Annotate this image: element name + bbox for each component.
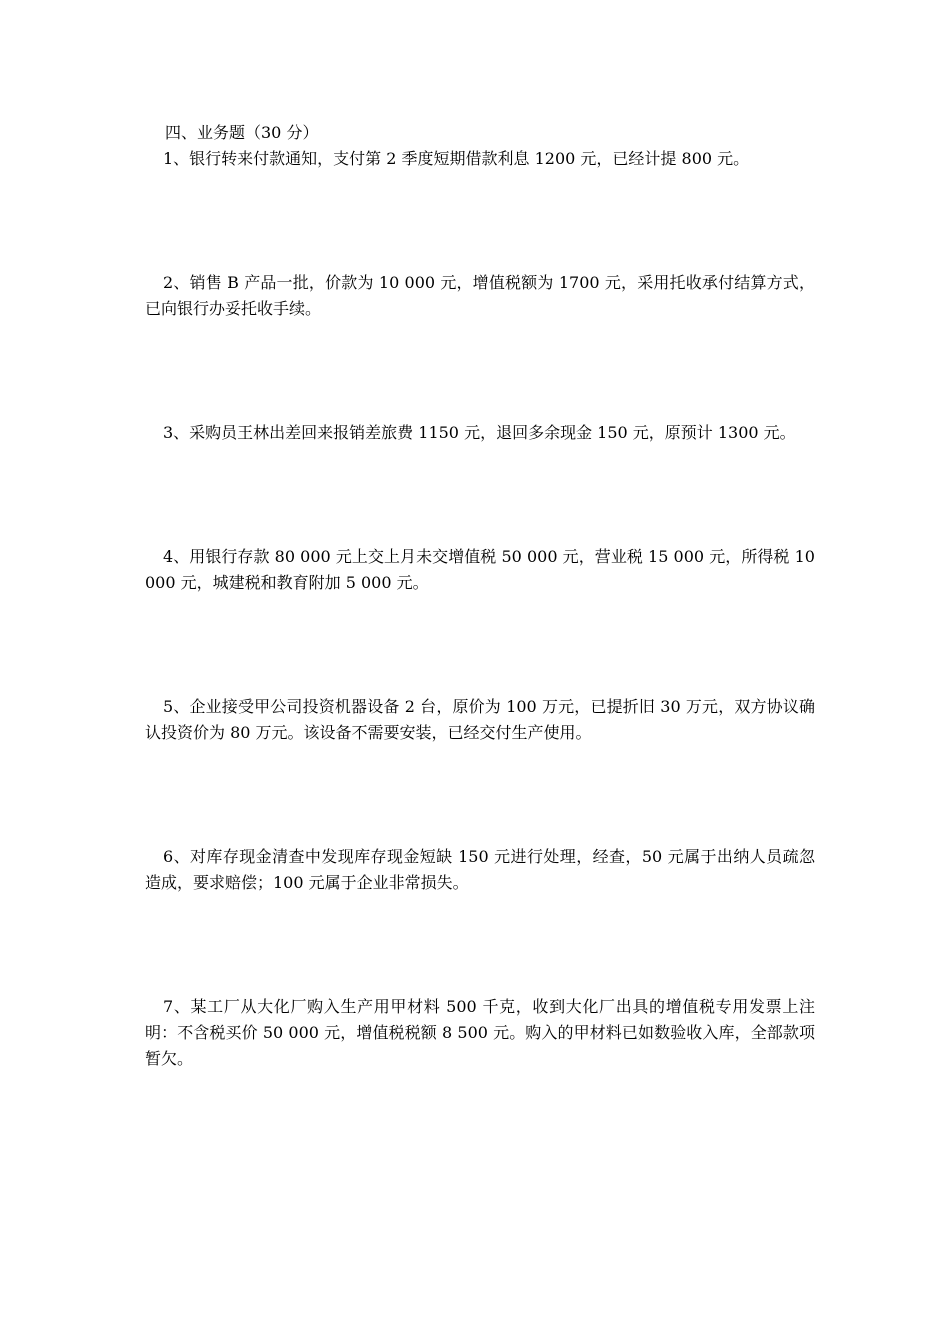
question-7: 7、某工厂从大化厂购入生产用甲材料 500 千克，收到大化厂出具的增值税专用发票上注明：不含税买价 50 000 元，增值税税额 8 500 元。购入的甲材料已如数验收入库，全部款项暂欠。 xyxy=(145,997,815,1068)
question-4: 4、用银行存款 80 000 元上交上月未交增值税 50 000 元，营业税 15 000 元，所得税 10 000 元，城建税和教育附加 5 000 元。 xyxy=(145,547,815,592)
document-content xyxy=(145,120,815,1072)
question-3: 3、采购员王林出差回来报销差旅费 1150 元，退回多余现金 150 元，原预计 1300 元。 xyxy=(163,423,796,442)
question-6: 6、对库存现金清查中发现库存现金短缺 150 元进行处理，经查，50 元属于出纳人员疏忽造成，要求赔偿；100 元属于企业非常损失。 xyxy=(145,847,815,892)
section-title: 四、业务题（30 分） xyxy=(165,123,319,142)
question-5: 5、企业接受甲公司投资机器设备 2 台，原价为 100 万元，已提折旧 30 万元，双方协议确认投资价为 80 万元。该设备不需要安装，已经交付生产使用。 xyxy=(145,697,815,742)
question-2: 2、销售 B 产品一批，价款为 10 000 元，增值税额为 1700 元，采用托收承付结算方式，已向银行办妥托收手续。 xyxy=(145,273,815,318)
question-1: 1、银行转来付款通知，支付第 2 季度短期借款利息 1200 元，已经计提 800 元。 xyxy=(163,149,750,168)
